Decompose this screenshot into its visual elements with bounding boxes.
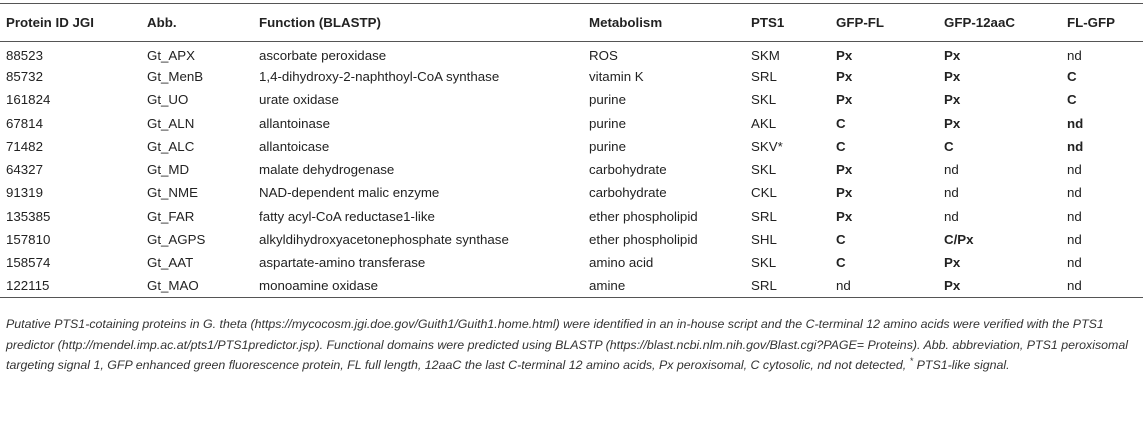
cell-pts1: SKL [751, 162, 777, 178]
table-row [0, 251, 1143, 274]
cell-gfp-12aac: Px [944, 68, 961, 84]
cell-function: allantoicase [259, 138, 330, 154]
cell-protein-id: 122115 [0, 274, 141, 297]
table-row [0, 65, 1143, 88]
cell-fl-gfp: nd [1067, 162, 1082, 178]
cell-gfp-fl: nd [830, 274, 938, 297]
cell-metabolism: purine [589, 138, 626, 154]
cell-function: fatty acyl-CoA reductase1-like [259, 208, 435, 224]
cell-abb: Gt_UO [147, 92, 189, 108]
cell-abb: Gt_NME [147, 185, 198, 201]
cell-metabolism: ether phospholipid [589, 208, 698, 224]
caption-text: Putative PTS1-cotaining proteins in G. theta (https://mycocosm.jgi.doe.gov/Guith1/Guith1.home.html) were identified in an in-house script and the C-terminal 12 amino acids were verified with the PTS1 predictor (http://mendel.imp.ac.at/pts1/PTS1predictor.jsp). Functional domains were predicted using BLASTP (https://blast.ncbi.nlm.nih.gov/Blast.cgi?PAGE= Proteins). Abb. abbreviation, PTS1 peroxisomal targeting signal 1, GFP enhanced green fluorescence protein, FL full length, 12aaC the last C-terminal 12 amino acids, Px peroxisomal, C cytosolic, nd not detected, [6, 317, 1128, 373]
cell-gfp-12aac: Px [944, 115, 961, 131]
cell-gfp-fl: C [836, 115, 846, 131]
col-header-fl-gfp: FL-GFP [1061, 4, 1143, 42]
cell-fl-gfp: nd [1067, 208, 1082, 224]
cell-abb: Gt_ALN [147, 115, 195, 131]
cell-gfp-12aac: C [944, 138, 954, 154]
cell-gfp-12aac: C/Px [944, 232, 974, 248]
cell-abb: Gt_MenB [147, 68, 204, 84]
cell-gfp-fl: Px [836, 92, 853, 108]
cell-protein-id: 157810 [6, 232, 51, 248]
cell-abb: Gt_MAO [141, 274, 253, 297]
col-header-abb: Abb. [141, 4, 253, 42]
cell-metabolism: carbohydrate [589, 162, 667, 178]
cell-protein-id: 161824 [6, 92, 51, 108]
cell-protein-id: 71482 [6, 138, 43, 154]
table-row [0, 42, 1143, 65]
cell-abb: Gt_FAR [147, 208, 195, 224]
cell-protein-id: 88523 [6, 47, 43, 63]
cell-gfp-12aac: nd [944, 185, 959, 201]
footnote-mark: * [909, 356, 914, 367]
cell-protein-id: 64327 [6, 162, 43, 178]
col-header-metabolism: Metabolism [583, 4, 745, 42]
cell-pts1: SRL [751, 68, 777, 84]
table-row [0, 181, 1143, 204]
cell-function: urate oxidase [259, 92, 339, 108]
col-header-pts1: PTS1 [745, 4, 830, 42]
cell-fl-gfp: nd [1067, 115, 1084, 131]
cell-fl-gfp: nd [1067, 138, 1084, 154]
cell-abb: Gt_ALC [147, 138, 195, 154]
cell-fl-gfp: C [1067, 92, 1077, 108]
cell-function: allantoinase [259, 115, 330, 131]
col-header-gfp-fl: GFP-FL [830, 4, 938, 42]
cell-metabolism: ROS [589, 47, 618, 63]
cell-gfp-12aac: nd [944, 162, 959, 178]
cell-gfp-fl: Px [836, 185, 853, 201]
cell-pts1: SKM [751, 47, 780, 63]
col-header-protein-id: Protein ID JGI [0, 4, 141, 42]
cell-metabolism: purine [589, 115, 626, 131]
table-header-row [0, 4, 1143, 42]
cell-pts1: CKL [751, 185, 777, 201]
cell-gfp-12aac: Px [944, 255, 961, 271]
cell-abb: Gt_APX [147, 47, 196, 63]
cell-gfp-fl: Px [836, 162, 853, 178]
table-row [0, 158, 1143, 181]
cell-pts1: SKL [751, 92, 777, 108]
cell-metabolism: amino acid [589, 255, 654, 271]
cell-function: alkyldihydroxyacetonephosphate synthase [259, 232, 509, 248]
cell-gfp-fl: C [836, 138, 846, 154]
cell-abb: Gt_AGPS [147, 232, 206, 248]
cell-pts1: SKL [751, 255, 777, 271]
cell-function: malate dehydrogenase [259, 162, 395, 178]
table-caption [6, 314, 1136, 376]
cell-gfp-12aac: Px [944, 47, 961, 63]
table-body [0, 42, 1143, 298]
cell-gfp-fl: Px [836, 68, 853, 84]
cell-pts1: SRL [745, 274, 830, 297]
table-row [0, 228, 1143, 251]
cell-gfp-fl: Px [836, 47, 853, 63]
cell-function: monoamine oxidase [253, 274, 583, 297]
cell-fl-gfp: nd [1067, 255, 1082, 271]
cell-gfp-fl: C [836, 232, 846, 248]
table-row [0, 135, 1143, 158]
cell-function: ascorbate peroxidase [259, 47, 387, 63]
table-row [0, 88, 1143, 111]
cell-fl-gfp: nd [1067, 232, 1082, 248]
cell-protein-id: 158574 [6, 255, 51, 271]
col-header-gfp-12aac: GFP-12aaC [938, 4, 1061, 42]
cell-pts1: SKV* [751, 138, 783, 154]
cell-abb: Gt_MD [147, 162, 190, 178]
cell-gfp-12aac: Px [938, 274, 1061, 297]
cell-gfp-12aac: Px [944, 92, 961, 108]
cell-protein-id: 85732 [6, 68, 43, 84]
cell-metabolism: carbohydrate [589, 185, 667, 201]
cell-metabolism: purine [589, 92, 626, 108]
cell-pts1: SHL [751, 232, 777, 248]
cell-fl-gfp: nd [1067, 185, 1082, 201]
protein-table [0, 3, 1143, 298]
footnote-text: PTS1-like signal. [916, 358, 1010, 373]
table-row [0, 274, 1143, 297]
cell-metabolism: ether phospholipid [589, 232, 698, 248]
cell-function: aspartate-amino transferase [259, 255, 426, 271]
cell-function: 1,4-dihydroxy-2-naphthoyl-CoA synthase [259, 68, 500, 84]
cell-abb: Gt_AAT [147, 255, 194, 271]
cell-protein-id: 91319 [6, 185, 43, 201]
cell-gfp-12aac: nd [944, 208, 959, 224]
cell-gfp-fl: C [836, 255, 846, 271]
cell-metabolism: vitamin K [589, 68, 644, 84]
cell-fl-gfp: C [1067, 68, 1077, 84]
cell-protein-id: 135385 [6, 208, 51, 224]
table-row [0, 111, 1143, 134]
cell-metabolism: amine [583, 274, 745, 297]
cell-gfp-fl: Px [836, 208, 853, 224]
cell-function: NAD-dependent malic enzyme [259, 185, 440, 201]
col-header-function: Function (BLASTP) [253, 4, 583, 42]
cell-pts1: SRL [751, 208, 777, 224]
cell-fl-gfp: nd [1067, 47, 1082, 63]
table-row [0, 205, 1143, 228]
cell-fl-gfp: nd [1061, 274, 1143, 297]
cell-protein-id: 67814 [6, 115, 43, 131]
cell-pts1: AKL [751, 115, 777, 131]
